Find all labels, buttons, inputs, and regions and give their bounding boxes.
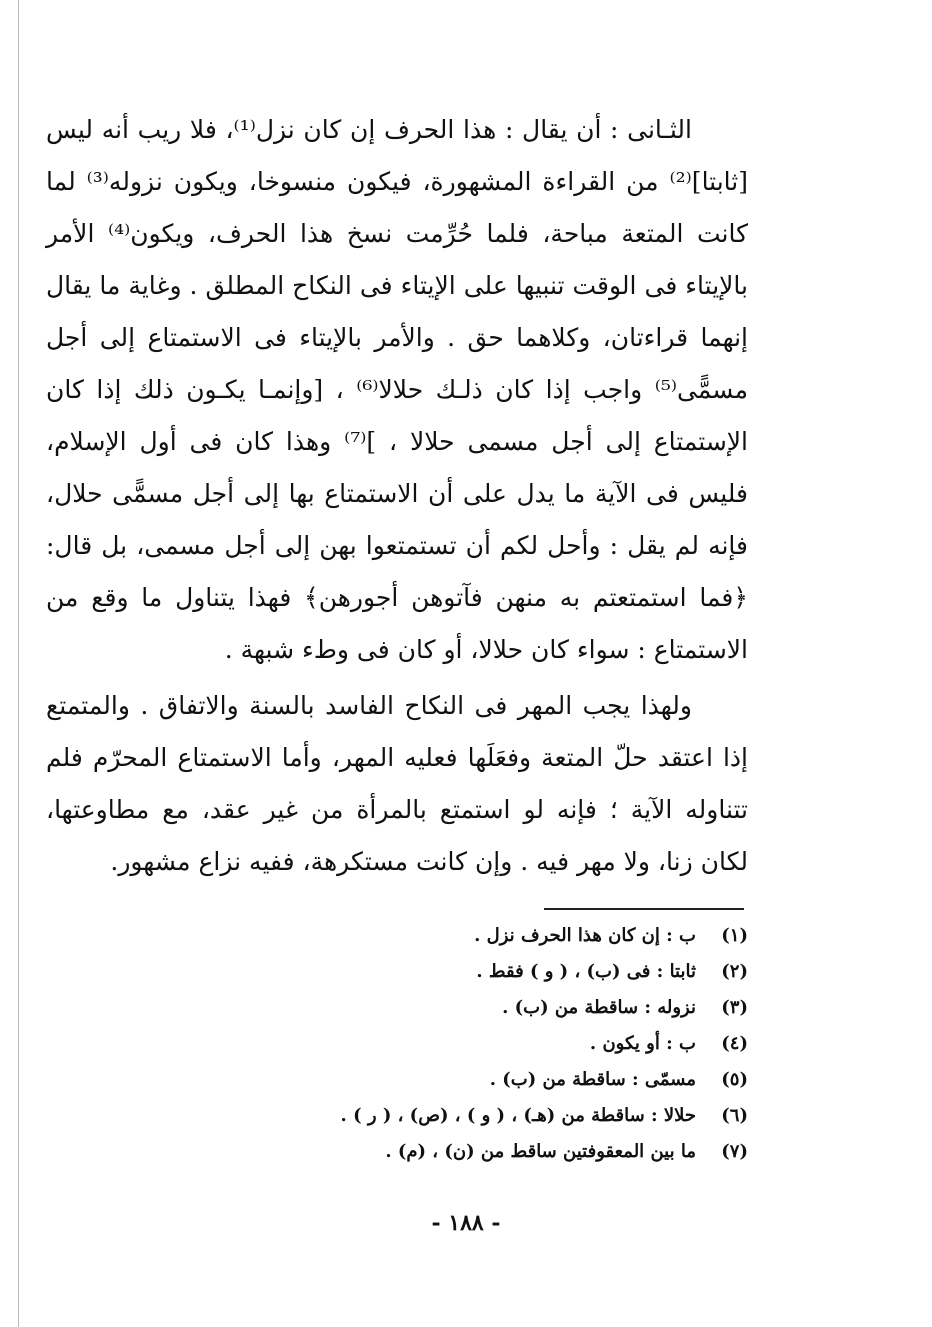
footnote-number: (٣) bbox=[721, 997, 748, 1018]
left-margin-rule bbox=[18, 0, 19, 1327]
footnote-3 bbox=[341, 990, 748, 1026]
footnote-number: (٤) bbox=[721, 1033, 748, 1054]
footnote-text: ب : أو يكون . bbox=[589, 1033, 696, 1054]
footnote-number: (٥) bbox=[721, 1069, 748, 1090]
footnote-number: (٦) bbox=[721, 1105, 748, 1126]
footnote-text: ثابتا : فى (ب) ، ( و ) فقط . bbox=[476, 961, 696, 982]
footnote-list bbox=[341, 918, 748, 1170]
footnote-5 bbox=[341, 1062, 748, 1098]
page-number: - ١٨٨ - bbox=[431, 1210, 501, 1236]
footnote-text: مسمّى : ساقطة من (ب) . bbox=[489, 1069, 696, 1090]
footnote-2 bbox=[341, 954, 748, 990]
paragraph-1: الثـانى : أن يقال : هذا الحرف إن كان نزل⁽¹⁾، فلا ريب أنه ليس [ثابتا]⁽²⁾ من القراءة المشهورة، فيكون منسوخا، ويكون نزوله⁽³⁾ لما كانت المتعة مباحة، فلما حُرِّمت نسخ هذا الحرف، ويكون⁽⁴⁾ الأمر بالإيتاء فى الوقت تنبيها على الإيتاء فى النكاح المطلق . وغاية ما يقال إنهما قراءتان، وكلاهما حق . والأمر بالإيتاء فى الاستمتاع إلى أجل مسمًّى⁽⁵⁾ واجب إذا كان ذلـك حلالا⁽⁶⁾ ، [وإنمـا يكـون ذلك إذا كان الإستمتاع إلى أجل مسمى حلالا ، ]⁽⁷⁾ وهذا كان فى أول الإسلام، فليس فى الآية ما يدل على أن الاستمتاع بها إلى أجل مسمًّى حلال، فإنه لم يقل : وأحل لكم أن تستمتعوا بهن إلى أجل مسمى، بل قال: ﴿فما استمتعتم به منهن فآتوهن أجورهن﴾ فهذا يتناول ما وقع من الاستمتاع : سواء كان حلالا، أو كان فى وطء شبهة . bbox=[46, 115, 749, 664]
footnote-1 bbox=[341, 918, 748, 954]
footnote-number: (٧) bbox=[721, 1141, 748, 1162]
footnote-separator bbox=[544, 908, 744, 910]
footnote-number: (٢) bbox=[721, 961, 748, 982]
paragraph-2: ولهذا يجب المهر فى النكاح الفاسد بالسنة والاتفاق . والمتمتع إذا اعتقد حلّ المتعة وفعَلَها فعليه المهر، وأما الاستمتاع المحرّم فلم تتناوله الآية ؛ فإنه لو استمتع بالمرأة من غير عقد، مع مطاوعتها، لكان زنا، ولا مهر فيه . وإن كانت مستكرهة، ففيه نزاع مشهور. bbox=[46, 691, 748, 876]
footnote-number: (١) bbox=[721, 925, 748, 946]
footnote-text: نزوله : ساقطة من (ب) . bbox=[502, 997, 696, 1018]
footnote-text: حلالا : ساقطة من (هـ) ، ( و ) ، (ص) ، ( ر ) . bbox=[340, 1105, 696, 1126]
footnote-7 bbox=[341, 1134, 748, 1170]
footnote-4 bbox=[341, 1026, 748, 1062]
footnote-text: ما بين المعقوفتين ساقط من (ن) ، (م) . bbox=[385, 1141, 696, 1162]
footnote-text: ب : إن كان هذا الحرف نزل . bbox=[474, 925, 696, 946]
footnote-6 bbox=[341, 1098, 748, 1134]
